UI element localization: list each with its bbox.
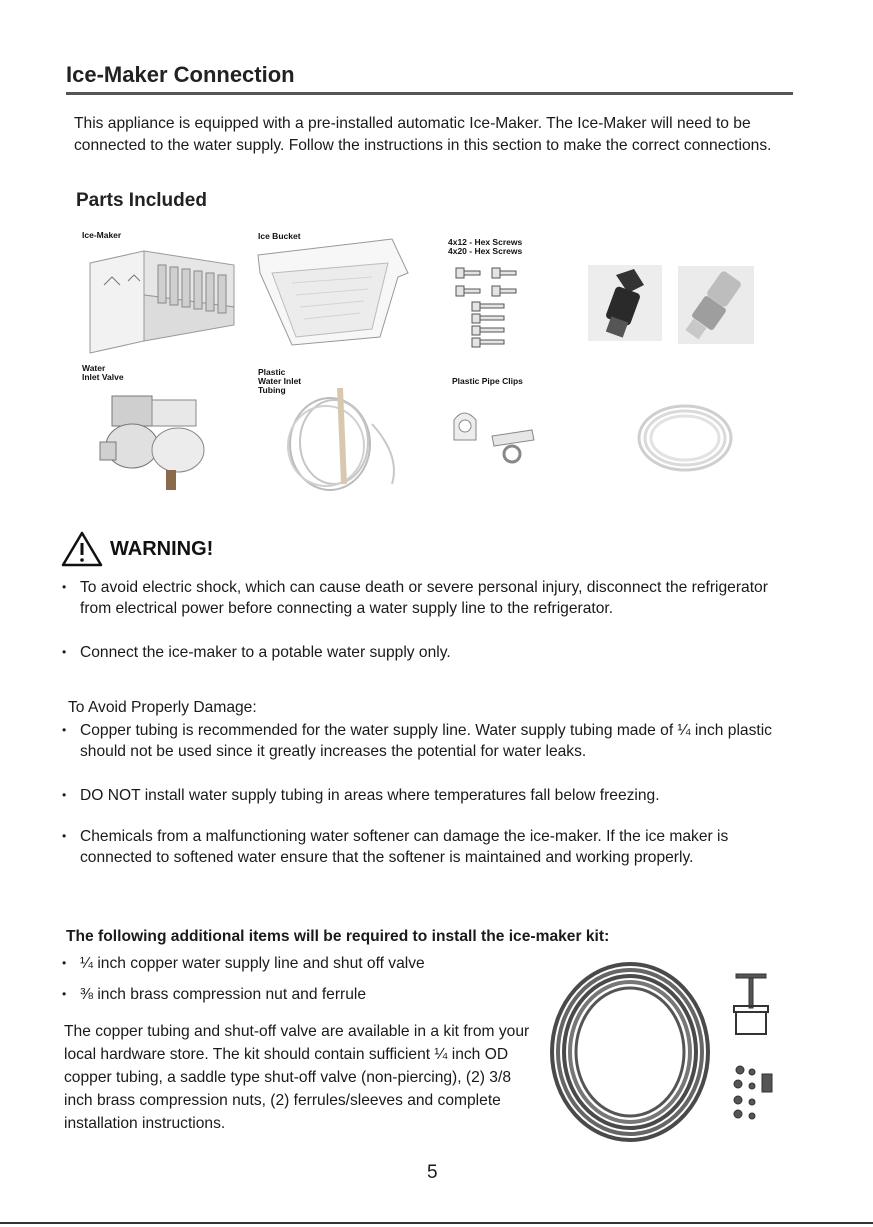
warning-heading <box>60 530 213 568</box>
clips-label: Plastic Pipe Clips <box>452 376 523 386</box>
damage-text: DO NOT install water supply tubing in areas where temperatures fall below freezing. <box>80 787 660 804</box>
bullet-dot: • <box>62 580 67 594</box>
bottom-rule <box>0 1222 873 1224</box>
warning-item <box>62 642 842 664</box>
damage-text: Chemicals from a malfunctioning water softener can damage the ice-maker. If the ice maker is connected to softened water ensure that the softener is maintained and working properly. <box>80 828 729 866</box>
water-inlet-valve-image <box>92 386 216 494</box>
pipe-clips-image <box>448 400 538 466</box>
warning-text: To avoid electric shock, which can cause death or severe personal injury, disconnect the refrigerator from electrical power before connecting a water supply line to the refrigerator. <box>80 579 768 617</box>
damage-heading: To Avoid Properly Damage: <box>68 699 257 716</box>
parts-heading: Parts Included <box>76 190 207 211</box>
black-fitting-image <box>588 265 662 341</box>
damage-item <box>62 826 822 890</box>
page-title: Ice-Maker Connection <box>66 62 295 87</box>
bullet-dot: • <box>62 987 67 1001</box>
warning-triangle-icon <box>60 530 104 568</box>
bullet-dot: • <box>62 829 67 843</box>
ice-maker-image <box>84 245 244 360</box>
bullet-dot: • <box>62 645 67 659</box>
page-number: 5 <box>427 1162 438 1183</box>
damage-item <box>62 720 822 762</box>
screws-label-1: 4x12 - Hex Screws <box>448 237 523 247</box>
tubing-label-2: Water Inlet <box>258 376 302 386</box>
valve-label-1: Water <box>82 363 106 373</box>
tubing-label-1: Plastic <box>258 367 286 377</box>
bullet-dot: • <box>62 788 67 802</box>
required-heading: The following additional items will be required to install the ice-maker kit: <box>66 928 610 945</box>
bullet-dot: • <box>62 956 67 970</box>
grey-fitting-image <box>678 266 754 344</box>
valve-label-2: Inlet Valve <box>82 372 124 382</box>
ice-bucket-image <box>252 233 412 348</box>
required-item <box>62 953 562 975</box>
damage-item <box>62 785 822 807</box>
required-text: ⅜ inch brass compression nut and ferrule <box>80 986 367 1003</box>
title-underline <box>66 92 793 95</box>
tubing-label-3: Tubing <box>258 385 286 395</box>
required-item <box>62 984 562 1006</box>
tubing-coil-image <box>632 398 738 478</box>
bullet-dot: • <box>62 723 67 737</box>
damage-text: Copper tubing is recommended for the water supply line. Water supply tubing made of ¼ inch plastic should not be used since it greatly increases the potential for water leaks. <box>80 722 772 760</box>
plastic-tubing-image <box>280 384 404 496</box>
warning-title: WARNING! <box>110 537 214 560</box>
required-text: ¼ inch copper water supply line and shut off valve <box>80 955 425 972</box>
screws-label-2: 4x20 - Hex Screws <box>448 246 523 256</box>
kit-paragraph: The copper tubing and shut-off valve are available in a kit from your local hardware store. The kit should contain sufficient ¼ inch OD copper tubing, a saddle type shut-off valve (non-piercing), (2) 3/8 inch brass compression nuts, (2) ferrules/sleeves and complete installation instructions. <box>64 1023 530 1132</box>
ice-maker-label: Ice-Maker <box>82 230 122 240</box>
intro-paragraph: This appliance is equipped with a pre-installed automatic Ice-Maker. The Ice-Maker will need to be connected to the water supply. Follow the instructions in this section to make the correct connections. <box>74 115 772 154</box>
screws-image <box>452 262 532 352</box>
ice-bucket-label: Ice Bucket <box>258 231 301 241</box>
warning-item <box>62 577 842 619</box>
warning-text: Connect the ice-maker to a potable water supply only. <box>80 644 451 661</box>
copper-tubing-kit-image <box>548 960 798 1150</box>
